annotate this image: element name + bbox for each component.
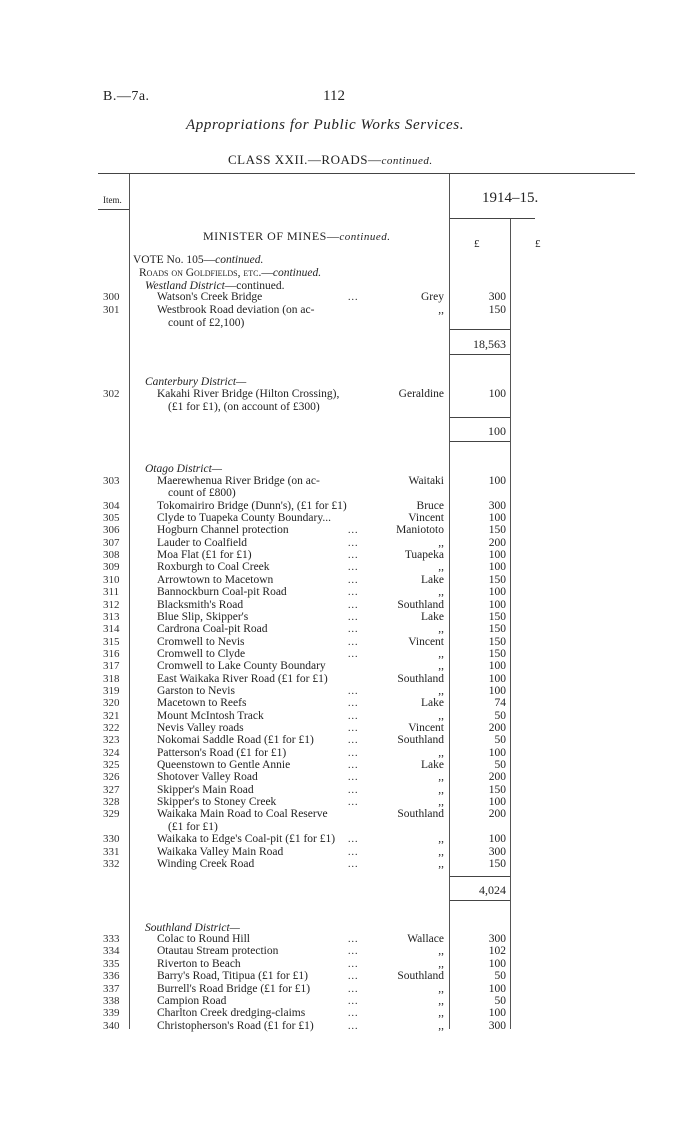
item-district: ,,: [438, 586, 444, 599]
leader-dots: ...: [348, 797, 359, 809]
table-row: [0, 685, 700, 698]
item-district: Maniototo: [396, 524, 444, 537]
subtotal-rule: [450, 354, 510, 355]
item-district: ,,: [438, 857, 444, 870]
year-column-header: 1914–15.: [482, 190, 539, 206]
item-description: Moa Flat (£1 for £1): [157, 549, 252, 562]
item-number: 323: [103, 734, 120, 747]
leader-dots: ...: [348, 636, 359, 648]
table-row: [0, 945, 700, 958]
item-description: Cromwell to Clyde: [157, 647, 246, 660]
item-description: Blacksmith's Road: [157, 598, 244, 611]
leader-dots: ...: [348, 1020, 359, 1032]
subtotal-rule: [450, 900, 510, 901]
subtotal-rule: [450, 417, 510, 418]
item-district: ,,: [438, 746, 444, 759]
item-district: Lake: [421, 697, 444, 710]
item-number: 330: [103, 833, 120, 846]
item-amount: 300: [488, 499, 506, 512]
table-row: [0, 304, 700, 317]
leader-dots: ...: [348, 1008, 359, 1020]
leader-dots: ...: [348, 599, 359, 611]
table-row: [0, 1020, 700, 1033]
item-district: Waitaki: [408, 475, 444, 487]
item-description: Waikaka to Edge's Coal-pit (£1 for £1): [157, 833, 336, 846]
table-row: [0, 821, 700, 834]
district-heading-canterbury: Canterbury District—: [145, 376, 247, 388]
table-row: [0, 697, 700, 710]
leader-dots: ...: [348, 971, 359, 983]
table-row: [0, 796, 700, 809]
table-row: [0, 722, 700, 735]
leader-dots: ...: [348, 958, 359, 970]
item-district: ,,: [438, 561, 444, 574]
item-description: Tokomairiro Bridge (Dunn's), (£1 for £1): [157, 499, 347, 512]
page-title: Appropriations for Public Works Services.: [186, 117, 465, 133]
leader-dots: ...: [348, 934, 359, 945]
item-district: ,,: [438, 623, 444, 636]
item-number: 306: [103, 524, 120, 537]
item-description: Burrell's Road Bridge (£1 for £1): [157, 982, 311, 995]
item-number: 324: [103, 746, 120, 759]
item-district: Lake: [421, 610, 444, 623]
table-row: [0, 487, 700, 500]
leader-dots: ...: [348, 562, 359, 574]
item-number: 326: [103, 771, 120, 784]
item-description-continued: (£1 for £1): [168, 820, 218, 833]
table-row: [0, 524, 700, 537]
item-description: Queenstown to Gentle Annie: [157, 759, 291, 772]
item-district: ,,: [438, 304, 444, 316]
item-description: Cromwell to Nevis: [157, 635, 245, 648]
subtotal-rule: [450, 876, 510, 877]
item-number: 302: [103, 388, 120, 400]
item-description: Bannockburn Coal-pit Road: [157, 586, 287, 599]
item-amount: 100: [488, 684, 506, 697]
item-description: Patterson's Road (£1 for £1): [157, 746, 287, 759]
subtotal-otago: 4,024: [479, 883, 506, 897]
item-amount: 50: [494, 995, 506, 1007]
table-row: [0, 808, 700, 821]
item-district: Southland: [397, 672, 444, 685]
table-row: [0, 933, 700, 946]
item-amount: 200: [488, 808, 506, 821]
item-district: ,,: [438, 647, 444, 660]
item-amount: 150: [488, 635, 506, 648]
item-description: Kakahi River Bridge (Hilton Crossing),: [157, 388, 340, 400]
table-row: [0, 983, 700, 996]
table-row: [0, 771, 700, 784]
item-district: ,,: [438, 845, 444, 858]
table-row: [0, 512, 700, 525]
page-number: 112: [323, 88, 345, 104]
item-amount: 100: [488, 388, 506, 400]
item-number: 303: [103, 475, 120, 487]
item-number: 332: [103, 857, 120, 870]
item-district: ,,: [438, 1007, 444, 1020]
item-district: ,,: [438, 796, 444, 809]
item-amount: 100: [488, 660, 506, 673]
item-number: 334: [103, 945, 120, 958]
item-amount: 200: [488, 771, 506, 784]
table-row: [0, 858, 700, 871]
item-amount: 150: [488, 524, 506, 537]
item-district: ,,: [438, 536, 444, 549]
item-amount: 150: [488, 623, 506, 636]
item-number: 320: [103, 697, 120, 710]
item-number: 305: [103, 512, 120, 525]
table-row: [0, 958, 700, 971]
item-description: Shotover Valley Road: [157, 771, 258, 784]
roads-continued: continued.: [272, 267, 322, 279]
subtotal-rule: [450, 329, 510, 330]
class-title-continued: continued.: [381, 155, 433, 167]
item-amount: 300: [488, 1019, 506, 1032]
item-number: 304: [103, 499, 120, 512]
ministry-text: MINISTER OF MINES—: [203, 229, 340, 243]
leader-dots: ...: [348, 525, 359, 537]
table-row: [0, 537, 700, 550]
vote-text: VOTE No. 105—: [133, 254, 216, 266]
item-district: ,,: [438, 945, 444, 958]
item-header-rule: [98, 209, 129, 210]
item-description: Christopherson's Road (£1 for £1): [157, 1019, 314, 1032]
item-number: 335: [103, 957, 120, 970]
district-heading-southland: Southland District—: [145, 922, 240, 934]
item-number: 338: [103, 995, 120, 1007]
item-description: Riverton to Beach: [157, 957, 241, 970]
item-amount: 50: [494, 734, 506, 747]
leader-dots: ...: [348, 735, 359, 747]
table-row: [0, 673, 700, 686]
leader-dots: ...: [348, 846, 359, 858]
item-amount: 100: [488, 1007, 506, 1020]
item-description: Arrowtown to Macetown: [157, 573, 274, 586]
westland-continued: —continued.: [224, 280, 285, 292]
table-row: [0, 623, 700, 636]
item-number: 329: [103, 808, 120, 821]
item-description: Maerewhenua River Bridge (on ac-: [157, 475, 320, 487]
item-description: Waikaka Main Road to Coal Reserve: [157, 808, 328, 821]
item-description: Clyde to Tuapeka County Boundary...: [157, 512, 331, 525]
leader-dots: ...: [348, 858, 359, 870]
item-description: Garston to Nevis: [157, 684, 235, 697]
table-top-rule: [98, 173, 635, 174]
item-amount: 150: [488, 304, 506, 316]
table-row: [0, 401, 700, 414]
item-number: 337: [103, 982, 120, 995]
document-code: B.—7a.: [103, 89, 150, 104]
item-district: Lake: [421, 759, 444, 772]
westland-text: Westland District: [145, 280, 225, 292]
item-district: ,,: [438, 771, 444, 784]
item-description: Colac to Round Hill: [157, 933, 250, 945]
pound-symbol: £: [474, 238, 480, 250]
item-description-continued: count of £800): [168, 487, 236, 500]
leader-dots: ...: [348, 996, 359, 1007]
item-district: ,,: [438, 783, 444, 796]
leader-dots: ...: [348, 747, 359, 759]
table-row: [0, 611, 700, 624]
item-number: 309: [103, 561, 120, 574]
table-row: [0, 660, 700, 673]
item-amount: 50: [494, 759, 506, 772]
ministry-continued: continued.: [339, 231, 391, 243]
subtotal-rule: [450, 441, 510, 442]
table-row: [0, 475, 700, 488]
item-amount: 100: [488, 512, 506, 525]
item-number: 318: [103, 672, 120, 685]
item-description: East Waikaka River Road (£1 for £1): [157, 672, 328, 685]
table-row: [0, 599, 700, 612]
item-amount: 150: [488, 647, 506, 660]
table-row: [0, 1007, 700, 1020]
table-row: [0, 846, 700, 859]
item-number: 312: [103, 598, 120, 611]
item-description-continued: (£1 for £1), (on account of £300): [168, 401, 320, 413]
table-row: [0, 995, 700, 1008]
item-description: Waikaka Valley Main Road: [157, 845, 284, 858]
item-number: 300: [103, 291, 120, 303]
table-row: [0, 833, 700, 846]
table-row: [0, 291, 700, 304]
item-description: Mount McIntosh Track: [157, 709, 264, 722]
item-amount: 150: [488, 857, 506, 870]
item-description: Nokomai Saddle Road (£1 for £1): [157, 734, 314, 747]
item-description: Roxburgh to Coal Creek: [157, 561, 270, 574]
item-amount: 100: [488, 598, 506, 611]
item-description: Skipper's Main Road: [157, 783, 254, 796]
item-description: Westbrook Road deviation (on ac-: [157, 304, 315, 316]
table-row: [0, 549, 700, 562]
item-district: Vincent: [408, 635, 444, 648]
item-amount: 100: [488, 833, 506, 846]
item-district: Wallace: [407, 933, 444, 945]
table-row: [0, 759, 700, 772]
item-number: 319: [103, 684, 120, 697]
item-description: Nevis Valley roads: [157, 722, 244, 734]
item-number: 327: [103, 783, 120, 796]
item-description: Barry's Road, Titipua (£1 for £1): [157, 970, 308, 983]
leader-dots: ...: [348, 587, 359, 599]
item-amount: 100: [488, 672, 506, 685]
leader-dots: ...: [348, 784, 359, 796]
item-amount: 150: [488, 573, 506, 586]
leader-dots: ...: [348, 946, 359, 958]
leader-dots: ...: [348, 698, 359, 710]
item-district: ,,: [438, 982, 444, 995]
item-district: Geraldine: [398, 388, 444, 400]
item-description-continued: count of £2,100): [168, 317, 245, 329]
item-amount: 300: [488, 845, 506, 858]
leader-dots: ...: [348, 685, 359, 697]
roads-text: Roads on Goldfields, etc.—: [139, 267, 273, 279]
item-amount: 74: [494, 697, 506, 710]
item-number: 336: [103, 970, 120, 983]
item-amount: 100: [488, 746, 506, 759]
item-district: ,,: [438, 995, 444, 1007]
item-number: 310: [103, 573, 120, 586]
item-number: 307: [103, 536, 120, 549]
item-district: Southland: [397, 808, 444, 821]
item-description: Skipper's to Stoney Creek: [157, 796, 277, 809]
item-district: ,,: [438, 684, 444, 697]
leader-dots: ...: [348, 292, 359, 303]
item-description: Charlton Creek dredging-claims: [157, 1007, 306, 1020]
class-title-text: CLASS XXII.—ROADS—: [228, 152, 382, 167]
item-amount: 200: [488, 722, 506, 734]
leader-dots: ...: [348, 537, 359, 549]
item-district: Lake: [421, 573, 444, 586]
leader-dots: ...: [348, 723, 359, 734]
item-description: Lauder to Coalfield: [157, 536, 248, 549]
item-district: Southland: [397, 598, 444, 611]
leader-dots: ...: [348, 550, 359, 562]
class-title: [228, 152, 433, 168]
subtotal-canterbury: 100: [488, 424, 506, 438]
item-amount: 100: [488, 796, 506, 809]
table-row: [0, 784, 700, 797]
item-amount: 200: [488, 536, 506, 549]
item-number: 313: [103, 610, 120, 623]
item-number: 311: [103, 586, 120, 599]
item-district: ,,: [438, 660, 444, 673]
item-number: 333: [103, 933, 120, 945]
table-row: [0, 710, 700, 723]
item-amount: 100: [488, 475, 506, 487]
item-amount: 50: [494, 709, 506, 722]
leader-dots: ...: [348, 611, 359, 623]
item-amount: 100: [488, 982, 506, 995]
pound-symbol: £: [535, 238, 541, 250]
table-row: [0, 747, 700, 760]
vote-heading: [133, 254, 263, 266]
leader-dots: ...: [348, 710, 359, 722]
item-district: ,,: [438, 833, 444, 846]
item-district: Vincent: [408, 722, 444, 734]
table-row: [0, 574, 700, 587]
leader-dots: ...: [348, 772, 359, 784]
item-district: Southland: [397, 970, 444, 983]
leader-dots: ...: [348, 574, 359, 586]
table-row: [0, 970, 700, 983]
item-district: Grey: [421, 291, 444, 303]
item-amount: 300: [488, 933, 506, 945]
item-description: Hogburn Channel protection: [157, 524, 289, 537]
item-amount: 300: [488, 291, 506, 303]
table-row: [0, 734, 700, 747]
leader-dots: ...: [348, 648, 359, 660]
table-row: [0, 636, 700, 649]
item-number: 328: [103, 796, 120, 809]
item-number: 331: [103, 845, 120, 858]
item-district: ,,: [438, 709, 444, 722]
item-description: Winding Creek Road: [157, 857, 255, 870]
leader-dots: ...: [348, 624, 359, 636]
item-amount: 150: [488, 610, 506, 623]
item-amount: 100: [488, 957, 506, 970]
vote-continued: continued.: [215, 254, 264, 266]
item-amount: 100: [488, 549, 506, 562]
table-row: [0, 648, 700, 661]
table-row: [0, 586, 700, 599]
item-number: 315: [103, 635, 120, 648]
item-description: Cardrona Coal-pit Road: [157, 623, 268, 636]
item-number: 322: [103, 722, 120, 734]
item-number: 339: [103, 1007, 120, 1020]
table-row: [0, 561, 700, 574]
roads-heading: [139, 267, 321, 279]
district-heading-otago: Otago District—: [145, 463, 222, 475]
item-number: 340: [103, 1019, 120, 1032]
item-amount: 102: [488, 945, 506, 958]
leader-dots: ...: [348, 760, 359, 772]
item-number: 321: [103, 709, 120, 722]
item-district: Bruce: [416, 499, 444, 512]
table-row: [0, 388, 700, 401]
item-district: Vincent: [408, 512, 444, 525]
table-row: [0, 500, 700, 513]
item-column-header: Item.: [103, 195, 122, 205]
item-description: Watson's Creek Bridge: [157, 291, 263, 303]
item-district: Tuapeka: [404, 549, 444, 562]
item-amount: 100: [488, 586, 506, 599]
item-number: 314: [103, 623, 120, 636]
item-number: 301: [103, 304, 120, 316]
table-row: [0, 317, 700, 330]
leader-dots: ...: [348, 983, 359, 995]
item-number: 316: [103, 647, 120, 660]
item-number: 308: [103, 549, 120, 562]
leader-dots: ...: [348, 834, 359, 846]
item-amount: 100: [488, 561, 506, 574]
item-description: Macetown to Reefs: [157, 697, 247, 710]
item-description: Cromwell to Lake County Boundary: [157, 660, 326, 673]
item-district: Southland: [397, 734, 444, 747]
item-number: 317: [103, 660, 120, 673]
item-number: 325: [103, 759, 120, 772]
ministry-heading: [203, 229, 390, 244]
item-description: Otautau Stream protection: [157, 945, 279, 958]
item-district: ,,: [438, 1019, 444, 1032]
item-district: ,,: [438, 957, 444, 970]
item-amount: 50: [494, 970, 506, 983]
item-description: Blue Slip, Skipper's: [157, 610, 249, 623]
subtotal-westland: 18,563: [473, 337, 506, 351]
table-header-rule: [450, 218, 535, 219]
item-amount: 150: [488, 783, 506, 796]
item-description: Campion Road: [157, 995, 227, 1007]
